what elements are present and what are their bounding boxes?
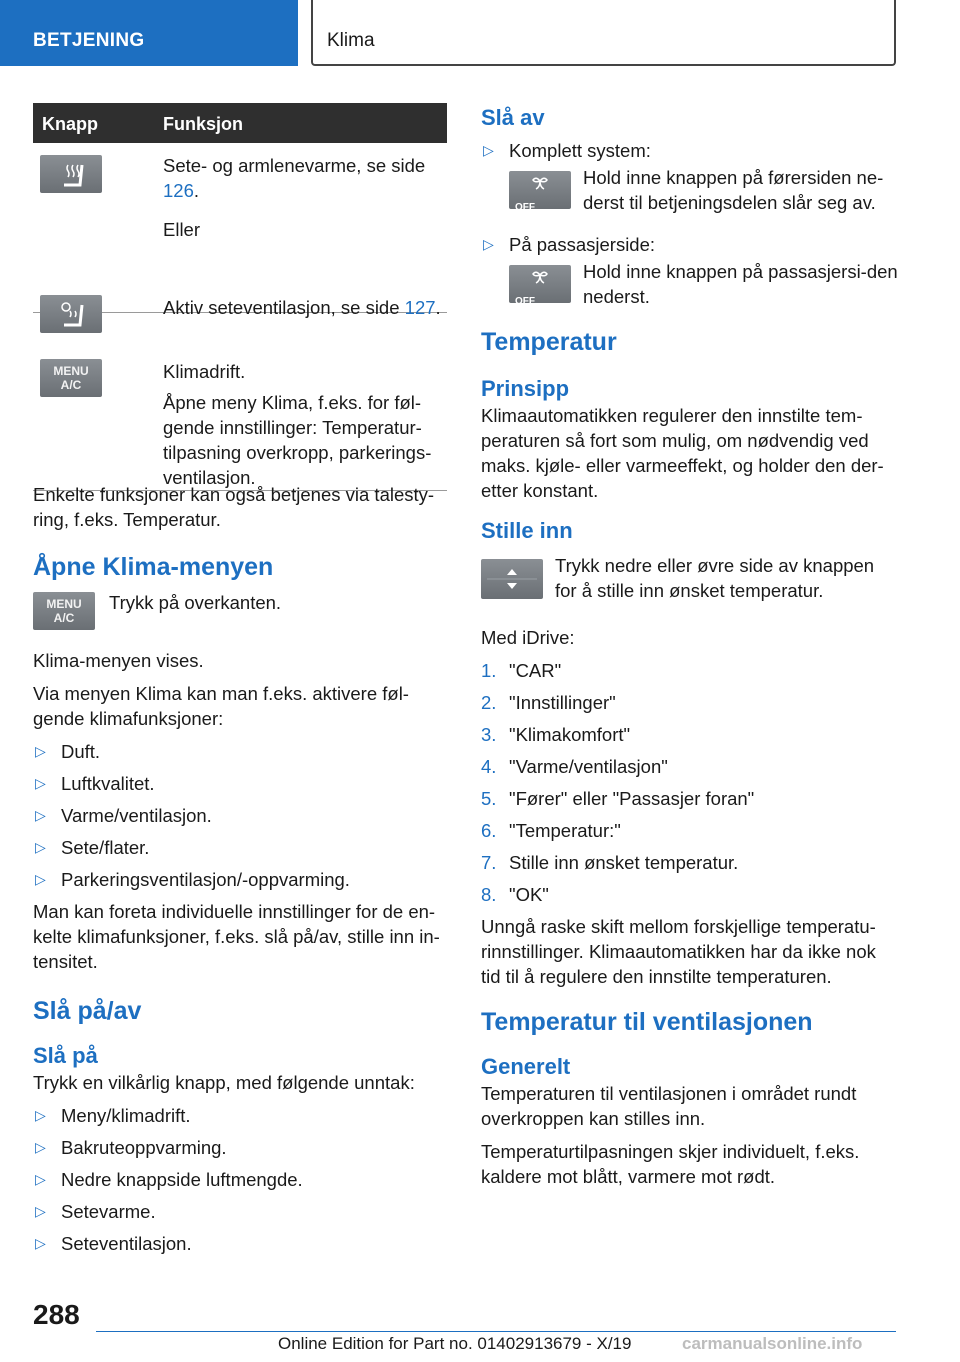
- set-temperature-instruction: Trykk nedre eller øvre side av knappen for å stille inn ønsket temperatur.: [481, 555, 897, 617]
- list-item: 1. "CAR": [481, 660, 562, 681]
- heading-switch-on: Slå på: [33, 1043, 98, 1068]
- list-item: 8. "OK": [481, 884, 549, 905]
- table-row: [33, 143, 447, 318]
- list-item: ▷ På passasjerside: OFF Hold inne knappen på passasjersi-den nederst.: [483, 234, 898, 307]
- right-column: [481, 104, 897, 1197]
- idrive-steps: [481, 658, 897, 907]
- button-function-table: [33, 103, 447, 491]
- exceptions-list: [33, 1103, 447, 1256]
- list-item: 7. Stille inn ønsket temperatur.: [481, 852, 739, 873]
- intro-paragraph: Enkelte funksjoner kan også betjenes via talesty-ring, f.eks. Temperatur.: [33, 484, 435, 530]
- individual-settings-text: Man kan foreta individuelle innstillinger for de en-kelte klimafunksjoner, f.eks. slå på/av, stille inn in-tensitet.: [33, 901, 440, 972]
- left-column: [33, 482, 447, 1263]
- climate-functions-list: [33, 739, 447, 892]
- list-item: ▷ Sete/flater.: [35, 837, 150, 858]
- heading-principle: Prinsipp: [481, 376, 570, 401]
- footer-edition: Online Edition for Part no. 01402913679 - X/19: [278, 1334, 632, 1353]
- list-item: 6. "Temperatur:": [481, 820, 621, 841]
- idrive-text: Med iDrive:: [481, 627, 575, 648]
- header-section-tab: [0, 0, 298, 66]
- via-menu-text: Via menyen Klima kan man f.eks. aktivere føl-gende klimafunksjoner:: [33, 683, 409, 729]
- page-number: 288: [33, 1299, 80, 1330]
- list-item: 2. "Innstillinger": [481, 692, 616, 713]
- temperature-up-down-button-icon: [481, 559, 543, 599]
- principle-text: Klimaautomatikken regulerer den innstilte tem-peraturen så fort som mulig, om nødvendig ved maks. kjøle- eller varmeeffekt, og holder den der-etter konstant.: [481, 405, 884, 501]
- seat-ventilation-text: Aktiv seteventilasjon, se side 127.: [163, 297, 441, 318]
- menu-ac-button-icon: MENU A/C: [40, 359, 102, 397]
- heading-temperature: Temperatur: [481, 328, 617, 356]
- table-header-function: Funksjon: [163, 114, 243, 134]
- list-item: ▷ Komplett system: OFF Hold inne knappen på førersiden ne-derst til betjeningsdelen slår seg av.: [483, 140, 884, 213]
- general-text-2: Temperaturtilpasningen skjer individuelt, f.eks. kaldere mot blått, varmere mot rødt.: [481, 1141, 860, 1187]
- list-item: ▷ Bakruteoppvarming.: [35, 1137, 227, 1158]
- list-item: ▷ Parkeringsventilasjon/-oppvarming.: [35, 869, 350, 890]
- header-chapter-label: Klima: [327, 30, 375, 51]
- climate-mode-title: Klimadrift.: [163, 361, 246, 382]
- open-menu-instruction: MENU A/C Trykk på overkanten.: [33, 592, 447, 642]
- page-link-126[interactable]: 126: [163, 180, 194, 201]
- heading-ventilation-temperature: Temperatur til ventilasjonen: [481, 1008, 813, 1036]
- table-header-button: Knapp: [42, 114, 98, 134]
- or-text: Eller: [163, 219, 201, 240]
- list-item: 3. "Klimakomfort": [481, 724, 631, 745]
- watermark: carmanualsonline.info: [682, 1334, 863, 1353]
- heading-open-climate-menu: Åpne Klima-menyen: [33, 553, 274, 581]
- page-link-127[interactable]: 127: [404, 297, 436, 318]
- list-item: ▷ Luftkvalitet.: [35, 773, 155, 794]
- list-item: ▷ Meny/klimadrift.: [35, 1105, 191, 1126]
- seat-heating-button-icon: [40, 155, 102, 193]
- switch-off-list: [481, 138, 897, 315]
- heading-switch-off: Slå av: [481, 105, 545, 130]
- list-item: 5. "Fører" eller "Passasjer foran": [481, 788, 755, 809]
- list-item: ▷ Nedre knappside luftmengde.: [35, 1169, 303, 1190]
- general-text-1: Temperaturen til ventilasjonen i området rundt overkroppen kan stilles inn.: [481, 1083, 857, 1129]
- switch-on-text: Trykk en vilkårlig knapp, med følgende unntak:: [33, 1072, 415, 1093]
- list-item: 4. "Varme/ventilasjon": [481, 756, 668, 777]
- menu-ac-button-icon: MENU A/C: [33, 592, 95, 630]
- heading-set: Stille inn: [481, 518, 573, 543]
- list-item: ▷ Duft.: [35, 741, 101, 762]
- list-item: ▷ Setevarme.: [35, 1201, 156, 1222]
- fan-off-button-icon: OFF: [509, 171, 571, 209]
- heading-on-off: Slå på/av: [33, 997, 142, 1025]
- footer-divider: [96, 1331, 896, 1332]
- header-chapter-box: [311, 0, 896, 66]
- heading-general: Generelt: [481, 1054, 571, 1079]
- fan-off-button-icon: OFF: [509, 265, 571, 303]
- list-item: ▷ Seteventilasjon.: [35, 1233, 192, 1254]
- menu-shown-text: Klima-menyen vises.: [33, 650, 204, 671]
- header-section-label: BETJENING: [33, 30, 145, 51]
- table-row: [33, 349, 447, 491]
- climate-mode-desc: Åpne meny Klima, f.eks. for føl-gende innstillinger: Temperatur-tilpasning overkropp, parkerings-ventilasjon.: [163, 392, 432, 488]
- table-header: [33, 103, 447, 143]
- avoid-text: Unngå raske skift mellom forskjellige temperatu-rinnstillinger. Klimaautomatikken har da ikke nok tid til å regulere den innstilte temperaturen.: [481, 916, 876, 987]
- list-item: ▷ Varme/ventilasjon.: [35, 805, 212, 826]
- seat-heating-text: Sete- og armlenevarme, se side 126.: [163, 155, 426, 201]
- seat-ventilation-button-icon: [40, 295, 102, 333]
